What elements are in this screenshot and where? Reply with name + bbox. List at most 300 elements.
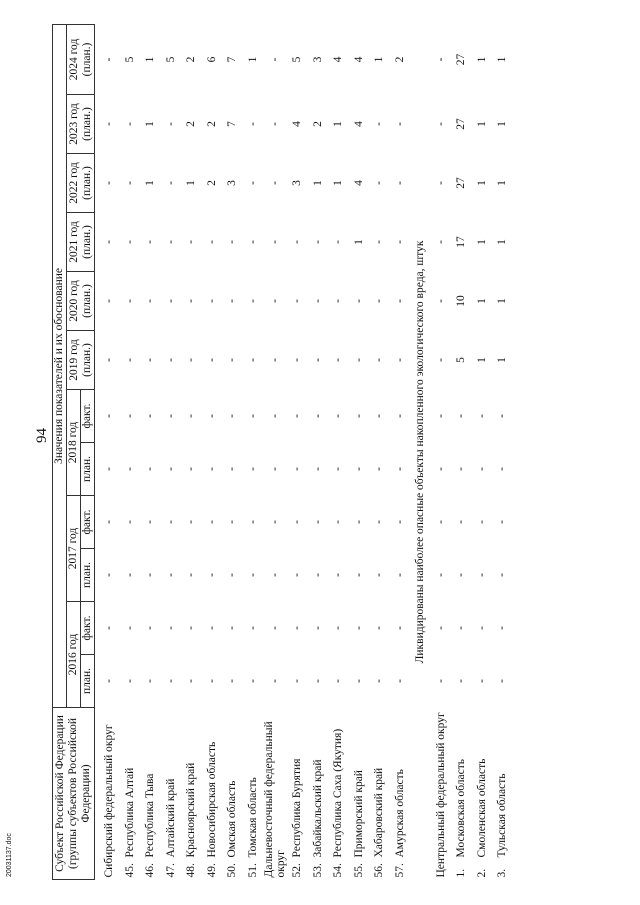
value-cell: - [246,299,259,303]
value-cell: - [291,467,303,471]
subject-name: Республика Тыва [144,773,156,858]
value-cell: - [103,299,115,303]
value-cell: 3 [226,180,238,186]
value-cell: - [164,240,177,244]
subject-name: Московская область [455,758,467,858]
value-cell: - [164,626,177,630]
value-cell: - [311,467,324,471]
row-number: 54. [332,863,344,878]
value-cell: - [164,122,177,126]
table-body [95,24,513,879]
value-cell: - [144,240,156,244]
row-number: 2. [475,868,488,878]
value-cell: - [373,358,385,362]
value-cell: - [434,240,447,244]
table-row [472,24,493,879]
table-row [369,24,390,879]
value-cell: - [226,679,238,683]
row-number: 52. [291,863,303,878]
year-2018-header: 2018 год [67,390,81,496]
value-cell: - [205,299,218,303]
value-cell: 3 [291,180,303,186]
values-header: Значения показателей и их обоснование [53,24,67,707]
value-cell: - [332,414,344,418]
value-cell: - [455,520,467,524]
subject-name-cell [328,708,349,880]
value-cell: - [144,573,156,577]
subject-name-cell [202,708,223,880]
value-cell: 1 [246,56,259,63]
value-cell: - [352,573,365,577]
value-cell: - [164,679,177,683]
value-cell: 27 [455,53,467,66]
value-cell: 4 [291,121,303,127]
value-cell: - [434,467,447,471]
value-cell: - [496,679,508,683]
value-cell: - [393,299,406,303]
value-cell: - [226,358,238,362]
subject-name: Омская область [226,780,238,858]
value-cell: - [164,520,177,524]
value-cell: - [103,122,115,126]
plan-2017-header: план. [81,549,95,602]
fact-2018-header: факт. [81,390,95,443]
value-cell: - [164,299,177,303]
value-cell: 1 [475,239,488,245]
value-cell: - [434,122,447,126]
table-row [263,24,287,879]
page-number: 94 [34,428,50,443]
table-row [222,24,243,879]
value-cell: 7 [226,56,238,63]
value-cell: - [268,573,281,577]
value-cell: - [164,414,177,418]
value-cell: 1 [496,121,508,127]
value-cell: - [311,626,324,630]
value-cell: - [185,679,197,683]
value-cell: - [373,573,385,577]
subject-name-cell [140,708,161,880]
value-cell: 1 [144,56,156,63]
value-cell: - [434,573,447,577]
value-cell: - [164,467,177,471]
value-cell: 1 [496,357,508,363]
value-cell: - [144,679,156,683]
value-cell: - [103,467,115,471]
value-cell: - [103,573,115,577]
table-row [451,24,472,879]
subject-name-cell [181,708,202,880]
value-cell: - [311,573,324,577]
value-cell: - [291,679,303,683]
value-cell: - [205,358,218,362]
value-cell: - [332,467,344,471]
value-cell: - [455,626,467,630]
value-cell: - [185,467,197,471]
value-cell: - [475,467,488,471]
value-cell: - [475,573,488,577]
value-cell: - [434,57,447,62]
value-cell: - [291,358,303,362]
value-cell: - [352,467,365,471]
value-cell: - [226,573,238,577]
value-cell: 1 [332,121,344,127]
value-cell: - [311,679,324,683]
value-cell: - [393,181,406,185]
table-row [349,24,370,879]
value-cell: - [205,679,218,683]
value-cell: - [123,520,136,524]
plan-2016-header: план. [81,655,95,708]
value-cell: - [373,520,385,524]
document-footer: 20031137.doc [6,833,13,877]
value-cell: - [205,414,218,418]
year-2024-header: 2024 год (план.) [67,24,95,94]
value-cell: - [475,520,488,524]
value-cell: - [332,679,344,683]
value-cell: - [496,414,508,418]
value-cell: 4 [352,56,365,63]
value-cell: - [291,299,303,303]
value-cell: - [373,299,385,303]
subject-name: Амурская область [393,769,406,858]
table-row [492,24,513,879]
value-cell: - [291,573,303,577]
section-row [410,24,431,879]
value-cell: 3 [311,56,324,63]
value-cell: - [291,626,303,630]
value-cell: 7 [226,121,238,127]
value-cell: - [455,573,467,577]
value-cell: - [434,181,447,185]
value-cell: - [123,299,136,303]
table-row [308,24,329,879]
subject-name-cell [308,708,329,880]
subject-name-cell [472,708,493,880]
value-cell: 1 [496,239,508,245]
row-number: 45. [123,863,136,878]
value-cell: - [226,240,238,244]
value-cell: - [123,240,136,244]
table-row [243,24,264,879]
value-cell: - [144,414,156,418]
value-cell: 1 [475,357,488,363]
value-cell: - [226,626,238,630]
rotated-table-container [52,25,566,880]
value-cell: 2 [393,56,406,63]
value-cell: - [393,414,406,418]
row-number: 1. [455,868,467,878]
value-cell: - [434,358,447,362]
value-cell: - [268,414,281,418]
value-cell: - [393,467,406,471]
row-number: 46. [144,863,156,878]
value-cell: - [332,520,344,524]
value-cell: - [103,626,115,630]
value-cell: 2 [311,121,324,127]
value-cell: - [246,626,259,630]
value-cell: 1 [475,56,488,63]
value-cell: - [123,467,136,471]
value-cell: - [103,181,115,185]
value-cell: 2 [205,180,218,186]
row-number: 50. [226,863,238,878]
value-cell: 2 [205,121,218,127]
subject-name-cell [390,708,411,880]
value-cell: 1 [373,56,385,63]
value-cell: - [496,573,508,577]
value-cell: - [226,520,238,524]
value-cell: 1 [332,180,344,186]
value-cell: - [291,414,303,418]
year-2023-header: 2023 год (план.) [67,95,95,154]
value-cell: - [291,240,303,244]
value-cell: - [434,299,447,303]
value-cell: 1 [496,298,508,304]
value-cell: - [246,679,259,683]
subject-column-header: Субъект Российской Федерации (группы субъектов Российской Федерации) [53,708,95,880]
value-cell: - [311,358,324,362]
row-number: 56. [373,863,385,878]
value-cell: - [475,679,488,683]
subject-name-cell [243,708,264,880]
table-row [328,24,349,879]
value-cell: 1 [144,180,156,186]
value-cell: 1 [475,121,488,127]
table-row [140,24,161,879]
value-cell: - [103,358,115,362]
subject-name: Республика Бурятия [291,758,303,858]
value-cell: - [496,626,508,630]
subject-name-cell [222,708,243,880]
value-cell: - [123,573,136,577]
value-cell: - [455,679,467,683]
subject-name-cell [349,708,370,880]
year-2019-header: 2019 год (план.) [67,331,95,390]
subject-name-cell [161,708,182,880]
value-cell: - [373,626,385,630]
table-row [431,24,452,879]
subject-name-cell [451,708,472,880]
value-cell: - [373,122,385,126]
value-cell: 5 [291,56,303,63]
row-number: 57. [393,863,406,878]
value-cell: - [123,679,136,683]
value-cell: - [103,414,115,418]
value-cell: - [205,626,218,630]
subject-name: Томская область [246,777,259,858]
subject-name-cell [95,708,120,880]
value-cell: - [246,520,259,524]
row-number: 48. [185,863,197,878]
subject-name: Забайкальский край [311,759,324,858]
subject-name: Тульская область [496,773,508,858]
value-cell: - [123,181,136,185]
value-cell: - [268,57,281,62]
value-cell: - [123,414,136,418]
value-cell: - [123,122,136,126]
value-cell: - [144,299,156,303]
value-cell: - [393,573,406,577]
row-number: 47. [164,863,177,878]
value-cell: - [373,414,385,418]
value-cell: 4 [352,121,365,127]
subject-name: Сибирский федеральный округ [103,724,115,878]
value-cell: - [332,626,344,630]
subject-name-cell [492,708,513,880]
subject-name-cell [120,708,141,880]
value-cell: 2 [185,121,197,127]
value-cell: 4 [352,180,365,186]
fact-2016-header: факт. [81,602,95,655]
value-cell: 27 [455,118,467,130]
value-cell: - [246,181,259,185]
plan-2018-header: план. [81,443,95,496]
row-number: 51. [246,863,259,878]
value-cell: - [352,299,365,303]
value-cell: 1 [185,180,197,186]
table-row [120,24,141,879]
table-row [161,24,182,879]
value-cell: 4 [332,56,344,63]
year-2017-header: 2017 год [67,496,81,602]
table-row [95,24,120,879]
table-row [287,24,308,879]
value-cell: - [205,520,218,524]
subject-name: Приморский край [352,770,365,858]
value-cell: - [496,467,508,471]
value-cell: - [268,181,281,185]
value-cell: - [144,626,156,630]
value-cell: - [311,414,324,418]
fact-2017-header: факт. [81,496,95,549]
value-cell: 6 [205,56,218,63]
year-2020-header: 2020 год (план.) [67,272,95,331]
value-cell: - [144,358,156,362]
value-cell: - [352,626,365,630]
subject-name: Дальневосточный федеральный округ [263,721,287,878]
value-cell: - [393,626,406,630]
value-cell: 17 [455,236,467,248]
value-cell: 1 [352,239,365,245]
value-cell: - [268,679,281,683]
value-cell: - [185,626,197,630]
subject-name: Красноярский край [185,762,197,858]
value-cell: - [393,679,406,683]
table-row [202,24,223,879]
value-cell: - [144,467,156,471]
value-cell: - [332,573,344,577]
table-row [390,24,411,879]
year-2021-header: 2021 год (план.) [67,213,95,272]
value-cell: - [185,520,197,524]
value-cell: - [246,358,259,362]
value-cell: - [393,122,406,126]
value-cell: - [455,414,467,418]
value-cell: - [205,240,218,244]
value-cell: - [103,520,115,524]
subject-name-cell [369,708,390,880]
value-cell: - [226,299,238,303]
value-cell: - [185,573,197,577]
value-cell: 1 [496,180,508,186]
value-cell: - [123,626,136,630]
value-cell: - [205,467,218,471]
indicator-table [52,24,513,880]
value-cell: - [434,679,447,683]
year-2016-header: 2016 год [67,602,81,708]
value-cell: 10 [455,295,467,307]
value-cell: - [268,240,281,244]
value-cell: - [103,57,115,62]
value-cell: - [185,414,197,418]
value-cell: - [246,573,259,577]
value-cell: - [311,299,324,303]
value-cell: - [268,467,281,471]
value-cell: - [185,240,197,244]
value-cell: - [268,626,281,630]
value-cell: 1 [496,56,508,63]
value-cell: - [164,181,177,185]
value-cell: - [373,467,385,471]
subject-name: Смоленская область [475,758,488,858]
row-number: 55. [352,863,365,878]
subject-name-cell [431,708,452,880]
subject-name-cell [287,708,308,880]
value-cell: - [103,240,115,244]
value-cell: - [164,358,177,362]
value-cell: 1 [475,180,488,186]
subject-name: Республика Алтай [123,767,136,858]
value-cell: - [246,240,259,244]
value-cell: - [185,299,197,303]
value-cell: - [332,240,344,244]
row-number: 53. [311,863,324,878]
value-cell: - [373,181,385,185]
value-cell: - [475,626,488,630]
value-cell: - [268,520,281,524]
value-cell: - [352,520,365,524]
value-cell: - [311,240,324,244]
table-row [181,24,202,879]
value-cell: - [268,299,281,303]
row-number: 3. [496,868,508,878]
subject-name: Хабаровский край [373,767,385,858]
value-cell: 5 [164,56,177,63]
value-cell: 1 [475,298,488,304]
row-number: 49. [205,863,218,878]
value-cell: - [291,520,303,524]
value-cell: - [332,299,344,303]
value-cell: - [103,679,115,683]
value-cell: - [164,573,177,577]
value-cell: - [144,520,156,524]
section-title: Ликвидированы наиболее опасные объекты накопленного экологического вреда, штук [414,240,426,664]
value-cell: - [393,520,406,524]
value-cell: - [393,240,406,244]
value-cell: 1 [144,121,156,127]
subject-name: Республика Саха (Якутия) [332,728,344,858]
value-cell: 27 [455,177,467,189]
value-cell: - [268,358,281,362]
subject-name-cell [263,708,287,880]
value-cell: 2 [185,56,197,63]
value-cell: - [455,467,467,471]
value-cell: - [185,358,197,362]
value-cell: - [332,358,344,362]
value-cell: 1 [311,180,324,186]
value-cell: - [434,414,447,418]
